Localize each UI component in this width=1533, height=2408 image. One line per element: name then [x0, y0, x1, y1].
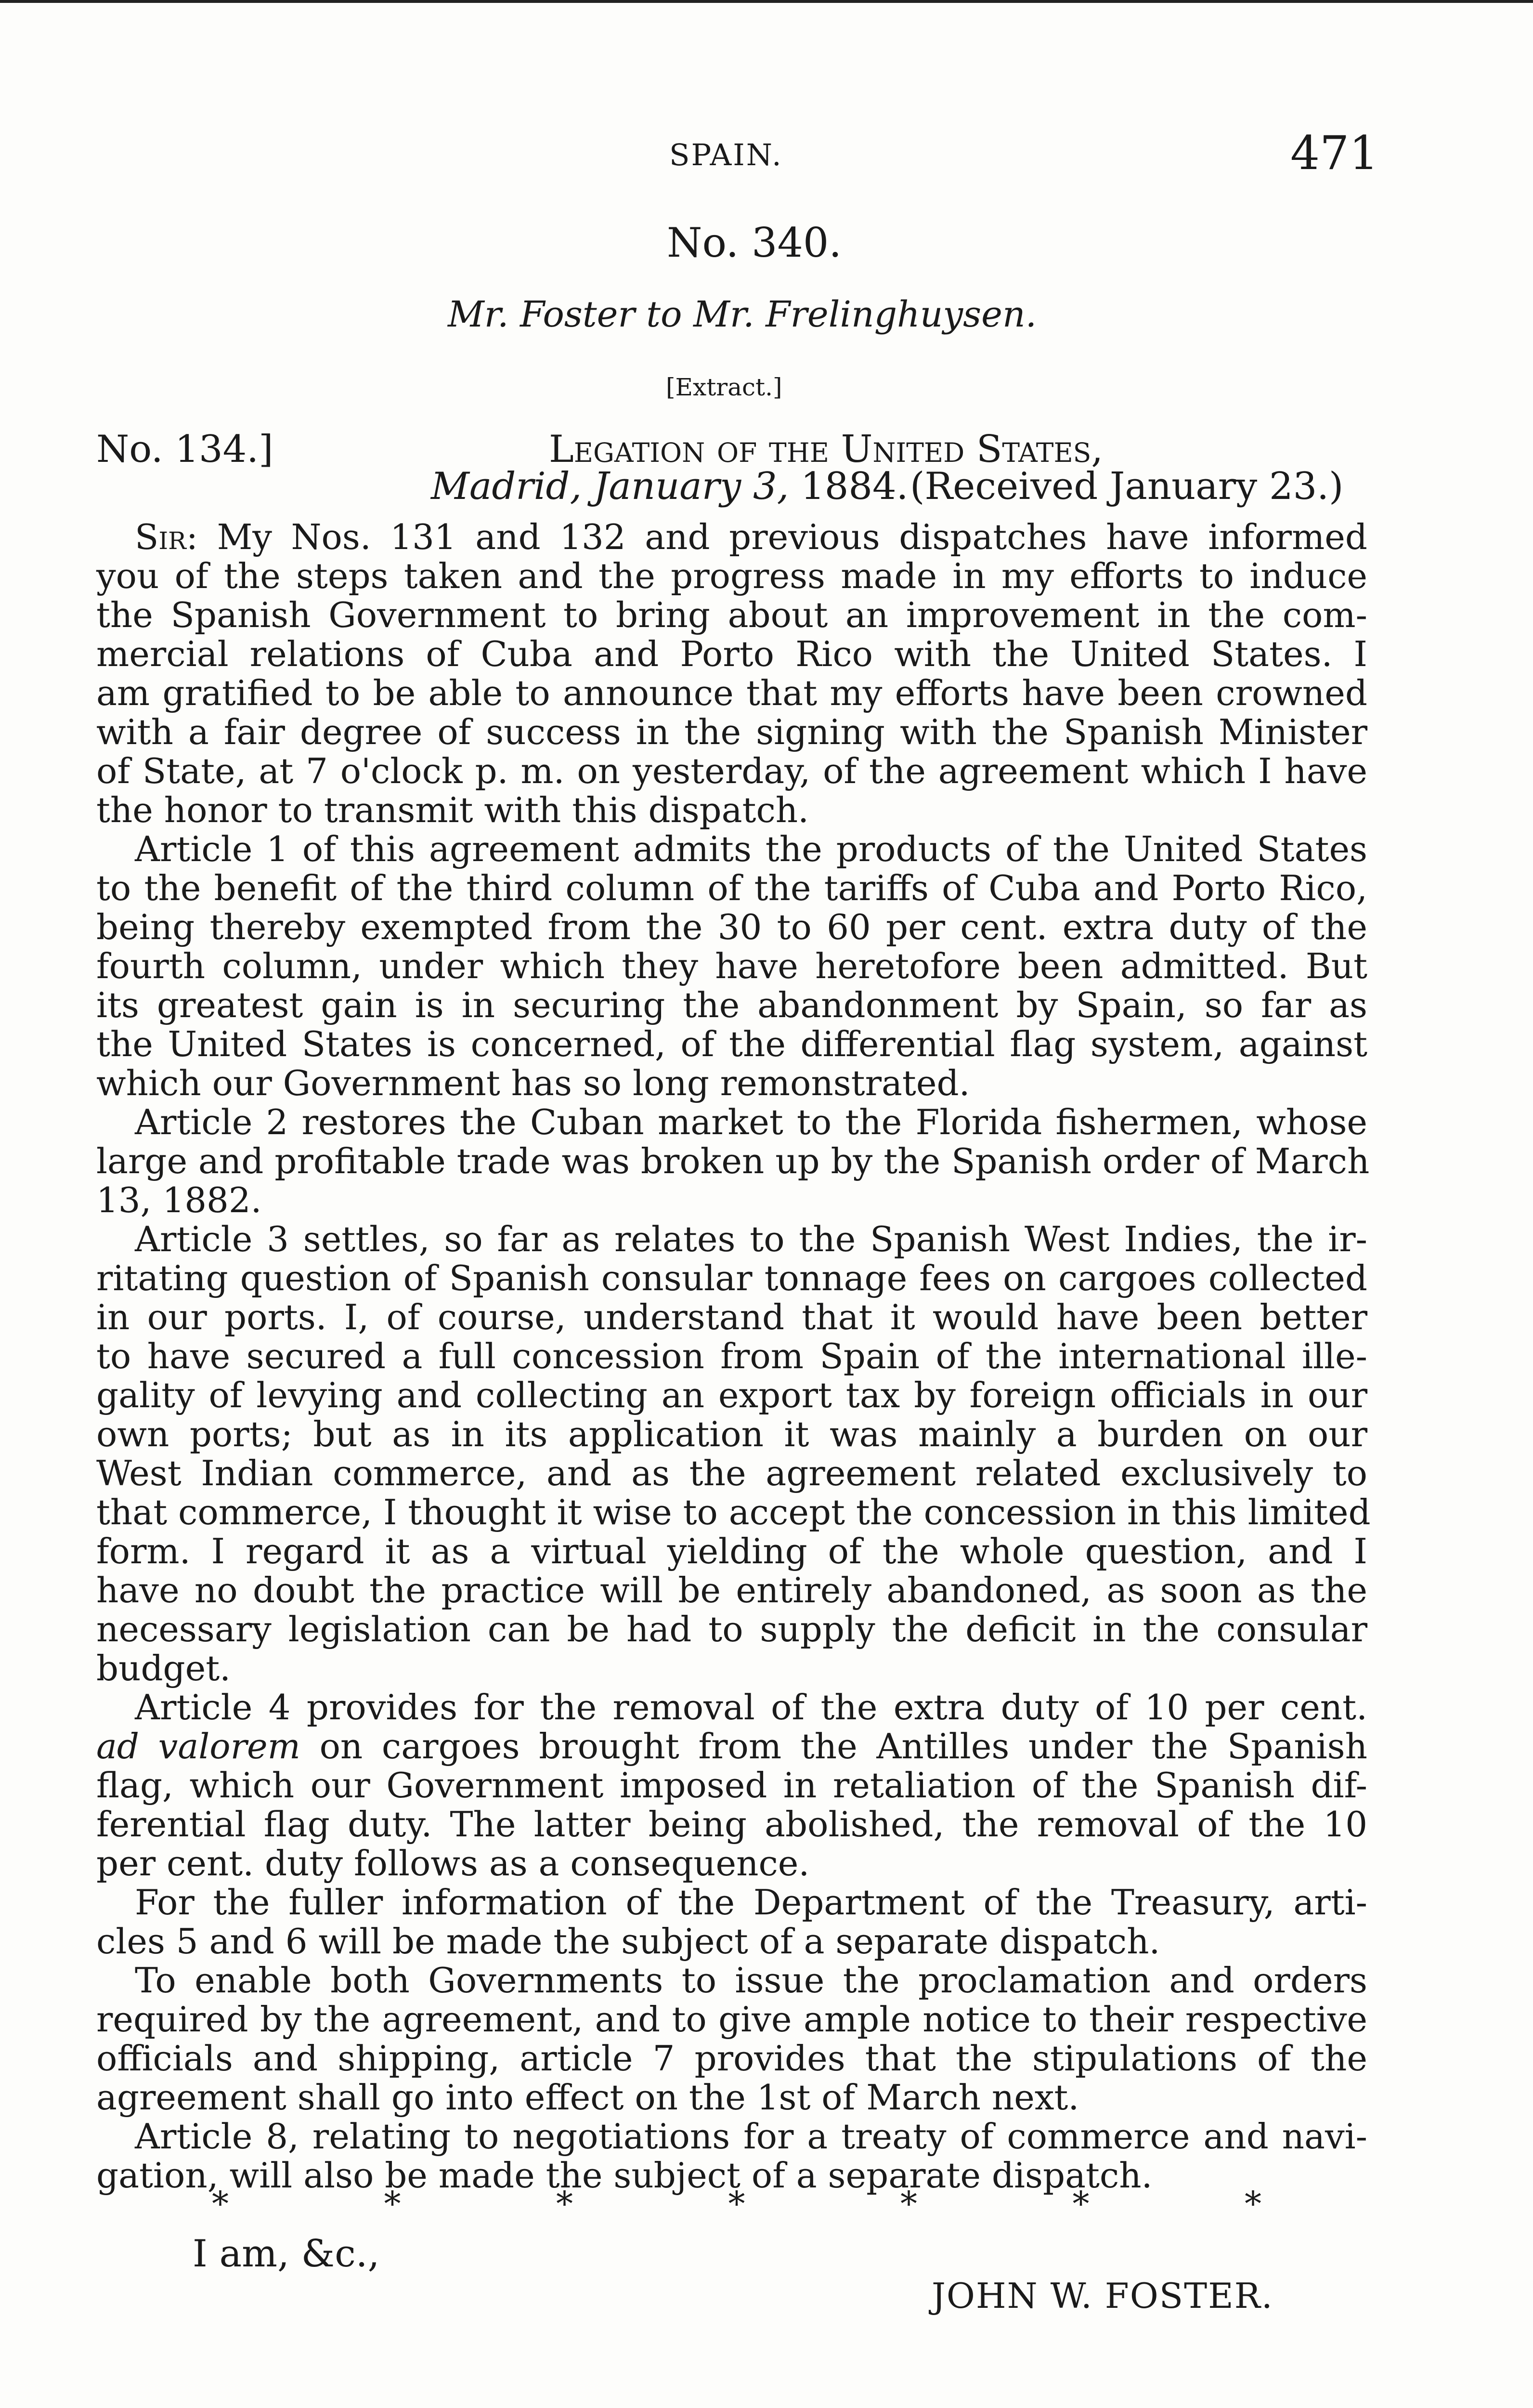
text-line: [96, 2000, 1367, 2039]
line-text: form. I regard it as a virtual yielding of the whole question, and I: [96, 1531, 1367, 1571]
document-number: No. 340.: [667, 219, 842, 266]
text-line: [96, 830, 1367, 869]
text-line: [96, 986, 1367, 1025]
line-text: mercial relations of Cuba and Porto Rico with the United States. I: [96, 634, 1367, 674]
line-text: with a fair degree of success in the signing with the Spanish Minister: [96, 712, 1367, 752]
line-text: per cent. duty follows as a consequence.: [96, 1843, 810, 1884]
text-line: [96, 1064, 1367, 1103]
text-line: [96, 1025, 1367, 1064]
line-text: ritating question of Spanish consular tonnage fees on cargoes collected: [96, 1258, 1367, 1298]
text-line: [96, 1337, 1367, 1376]
document-title: Mr. Foster to Mr. Frelinghuysen.: [448, 294, 1037, 335]
page-number: 471: [1290, 126, 1379, 180]
line-text: to have secured a full concession from Spain of the international ille-: [96, 1336, 1367, 1376]
text-line: [96, 713, 1367, 752]
dateline-year: 1884.: [801, 465, 909, 508]
text-line: [96, 518, 1367, 557]
line-text: Article 1 of this agreement admits the products of the United States: [135, 829, 1367, 869]
received-date: (Received January 23.): [910, 465, 1344, 508]
line-text: West Indian commerce, and as the agreement related exclusively to: [96, 1453, 1367, 1493]
text-line: [96, 1805, 1367, 1844]
text-line: [96, 1844, 1367, 1883]
line-text: have no doubt the practice will be entirely abandoned, as soon as the: [96, 1570, 1367, 1610]
salutation: Sir:: [135, 517, 217, 557]
text-line: [96, 1415, 1367, 1454]
text-line: [96, 947, 1367, 986]
line-text: that commerce, I thought it wise to accept the concession in this limited: [96, 1492, 1371, 1532]
dispatch-number: No. 134.]: [96, 428, 273, 471]
text-line: [96, 1571, 1367, 1610]
asterisk: *: [556, 2184, 573, 2224]
line-text: you of the steps taken and the progress made in my efforts to induce: [96, 556, 1367, 596]
text-line: [96, 557, 1367, 596]
text-line: [96, 1259, 1367, 1298]
line-text: own ports; but as in its application it was mainly a burden on our: [96, 1414, 1367, 1454]
line-text: To enable both Governments to issue the proclamation and orders: [135, 1960, 1367, 2001]
text-line: [96, 1181, 1367, 1220]
line-text: am gratified to be able to announce that my efforts have been crowned: [96, 673, 1367, 713]
running-head: SPAIN.: [669, 137, 783, 172]
line-text: gality of levying and collecting an export tax by foreign officials in our: [96, 1375, 1367, 1415]
text-line: [96, 1141, 1370, 1181]
line-text: flag, which our Government imposed in retaliation of the Spanish dif-: [96, 1765, 1367, 1806]
line-text: gation, will also be made the subject of a separate dispatch.: [96, 2155, 1153, 2196]
line-text: to the benefit of the third column of the tariffs of Cuba and Porto Rico,: [96, 868, 1367, 908]
text-line: [96, 1766, 1367, 1805]
dateline-date: January 3,: [594, 465, 789, 508]
text-line: [96, 1492, 1371, 1532]
line-text: required by the agreement, and to give ample notice to their respective: [96, 1999, 1367, 2040]
text-line: [96, 674, 1367, 713]
line-text: in our ports. I, of course, understand that it would have been better: [96, 1297, 1367, 1337]
line-text: fourth column, under which they have heretofore been admitted. But: [96, 946, 1367, 986]
dateline: [431, 465, 908, 508]
text-line: [96, 635, 1367, 674]
dateline-place: Madrid,: [431, 465, 582, 508]
signature: JOHN W. FOSTER.: [932, 2276, 1273, 2316]
text-line: [96, 1220, 1367, 1259]
extract-note: [Extract.]: [666, 373, 782, 401]
line-text: Article 8, relating to negotiations for a treaty of commerce and navi-: [135, 2116, 1367, 2157]
text-line: [96, 791, 1367, 830]
asterisk: *: [728, 2184, 745, 2224]
line-text: its greatest gain is in securing the abandonment by Spain, so far as: [96, 985, 1367, 1025]
ellipsis-asterisks: [212, 2184, 1261, 2224]
line-text: ferential flag duty. The latter being abolished, the removal of the 10: [96, 1804, 1367, 1845]
line-text: which our Government has so long remonstrated.: [96, 1063, 970, 1103]
line-text: being thereby exempted from the 30 to 60 per cent. extra duty of the: [96, 907, 1367, 947]
line-text: My Nos. 131 and 132 and previous dispatches have informed: [217, 517, 1368, 557]
line-text: 13, 1882.: [96, 1180, 262, 1220]
line-text: Article 4 provides for the removal of the extra duty of 10 per cent.: [135, 1687, 1367, 1727]
line-text: officials and shipping, article 7 provides that the stipulations of the: [96, 2038, 1367, 2079]
line-text: cles 5 and 6 will be made the subject of a separate dispatch.: [96, 1921, 1160, 1962]
text-line: [96, 1376, 1367, 1415]
asterisk: *: [900, 2184, 917, 2224]
text-line: [96, 908, 1367, 947]
asterisk: *: [1245, 2184, 1261, 2224]
text-line: [96, 2078, 1367, 2117]
letter-body: [96, 517, 1371, 2196]
line-text: Article 3 settles, so far as relates to the Spanish West Indies, the ir-: [135, 1219, 1367, 1259]
line-text: For the fuller information of the Department of the Treasury, arti-: [135, 1882, 1367, 1923]
line-text: necessary legislation can be had to supply the deficit in the consular: [96, 1609, 1367, 1649]
line-text: agreement shall go into effect on the 1st of March next.: [96, 2077, 1079, 2118]
closing: I am, &c.,: [193, 2232, 380, 2276]
line-text: the honor to transmit with this dispatch.: [96, 790, 809, 830]
text-line: [96, 1532, 1367, 1571]
text-line: [96, 1103, 1367, 1142]
text-line: [96, 1649, 1367, 1688]
text-line: [96, 1688, 1367, 1727]
text-line: [96, 752, 1367, 791]
asterisk: *: [384, 2184, 401, 2224]
line-text: the United States is concerned, of the differential flag system, against: [96, 1024, 1367, 1064]
text-line: [96, 1610, 1367, 1649]
line-text: budget.: [96, 1648, 231, 1688]
text-line: [96, 1298, 1367, 1337]
line-text: the Spanish Government to bring about an improvement in the com-: [96, 595, 1367, 635]
text-line: [96, 1727, 1367, 1766]
text-line: [96, 869, 1367, 908]
text-line: [96, 1883, 1367, 1922]
line-text: of State, at 7 o'clock p. m. on yesterday, of the agreement which I have: [96, 751, 1367, 791]
text-line: [96, 596, 1367, 635]
legation-heading: Legation of the United States,: [549, 428, 1104, 471]
text-line: [96, 1961, 1367, 2000]
italic-phrase: ad valorem: [96, 1726, 320, 1767]
asterisk: *: [212, 2184, 229, 2224]
top-rule: [0, 0, 1533, 3]
text-line: [96, 2039, 1367, 2078]
line-text: on cargoes brought from the Antilles under the Spanish: [319, 1726, 1367, 1767]
line-text: Article 2 restores the Cuban market to the Florida fishermen, whose: [135, 1102, 1367, 1142]
text-line: [96, 1922, 1367, 1961]
line-text: large and profitable trade was broken up by the Spanish order of March: [96, 1141, 1370, 1181]
text-line: [96, 1454, 1367, 1493]
asterisk: *: [1072, 2184, 1090, 2224]
text-line: [96, 2117, 1367, 2156]
